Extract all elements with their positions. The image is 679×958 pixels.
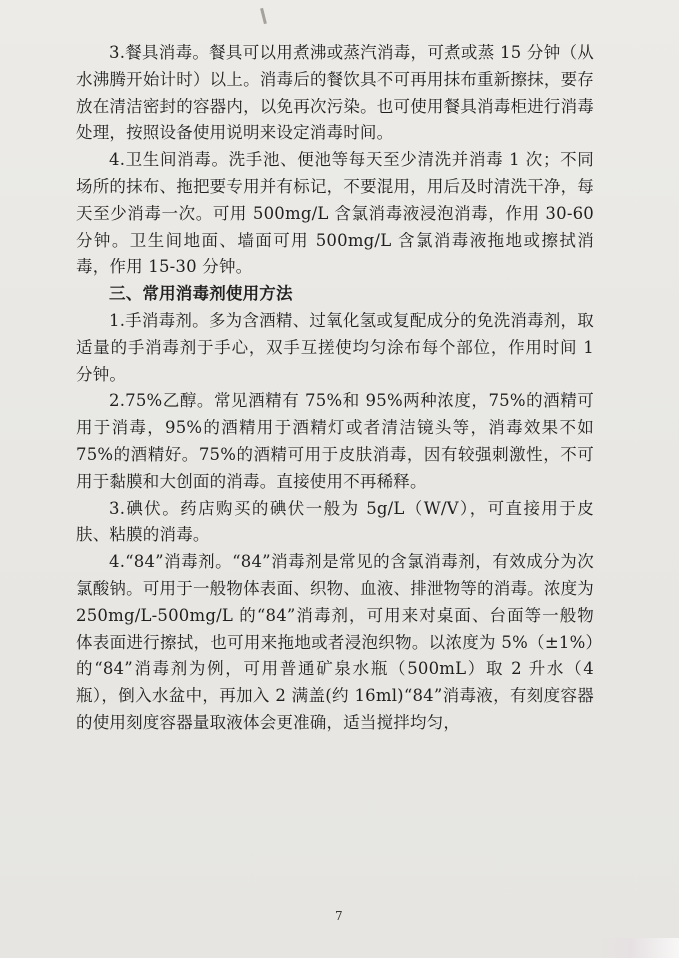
paragraph-hand-sanitizer: 1.手消毒剂。多为含酒精、过氧化氢或复配成分的免洗消毒剂，取适量的手消毒剂于手心，双手互搓使均匀涂布每个部位，作用时间 1 分钟。	[76, 310, 594, 384]
paragraph-tableware-disinfection: 3.餐具消毒。餐具可以用煮沸或蒸汽消毒，可煮或蒸 15 分钟（从水沸腾开始计时）以上。消毒后的餐饮具不可再用抹布重新擦抹，要存放在清洁密封的容器内，以免再次污染。也可使用餐具消毒柜进行消毒处理，按照设备使用说明来设定消毒时间。	[76, 43, 594, 143]
document-body	[76, 40, 594, 737]
paragraph-bathroom-disinfection: 4.卫生间消毒。洗手池、便池等每天至少清洗并消毒 1 次；不同场所的抹布、拖把要专用并有标记，不要混用，用后及时清洗干净，每天至少消毒一次。可用 500mg/L 含氯消毒液浸泡消毒，作用 30-60 分钟。卫生间地面、墙面可用 500mg/L 含氯消毒液拖地或擦拭消毒，作用 15-30 分钟。	[76, 150, 594, 277]
paragraph-ethanol-75: 2.75%乙醇。常见酒精有 75%和 95%两种浓度，75%的酒精可用于消毒，95%的酒精用于酒精灯或者清洁镜头等，消毒效果不如 75%的酒精好。75%的酒精可用于皮肤消毒，因有较强刺激性，不可用于黏膜和大创面的消毒。直接使用不再稀释。	[76, 391, 594, 491]
paragraph-84-disinfectant: 4.“84”消毒剂。“84”消毒剂是常见的含氯消毒剂，有效成分为次氯酸钠。可用于一般物体表面、织物、血液、排泄物等的消毒。浓度为 250mg/L-500mg/L 的“84”消毒剂，可用来对桌面、台面等一般物体表面进行擦拭，也可用来拖地或者浸泡织物。以浓度为 5%（±1%）的“84”消毒剂为例，可用普通矿泉水瓶（500mL）取 2 升水（4 瓶），倒入水盆中，再加入 2 满盖(约 16ml)“84”消毒液，有刻度容器的使用刻度容器量取液体会更准确，适当搅拌均匀，	[76, 552, 594, 732]
corner-smudge	[599, 938, 679, 958]
paragraph-iodophor: 3.碘伏。药店购买的碘伏一般为 5g/L（W/V），可直接用于皮肤、粘膜的消毒。	[76, 498, 594, 545]
page-number: 7	[335, 909, 343, 923]
scan-mark	[260, 8, 267, 24]
section-heading-common-disinfectants: 三、常用消毒剂使用方法	[109, 284, 293, 304]
